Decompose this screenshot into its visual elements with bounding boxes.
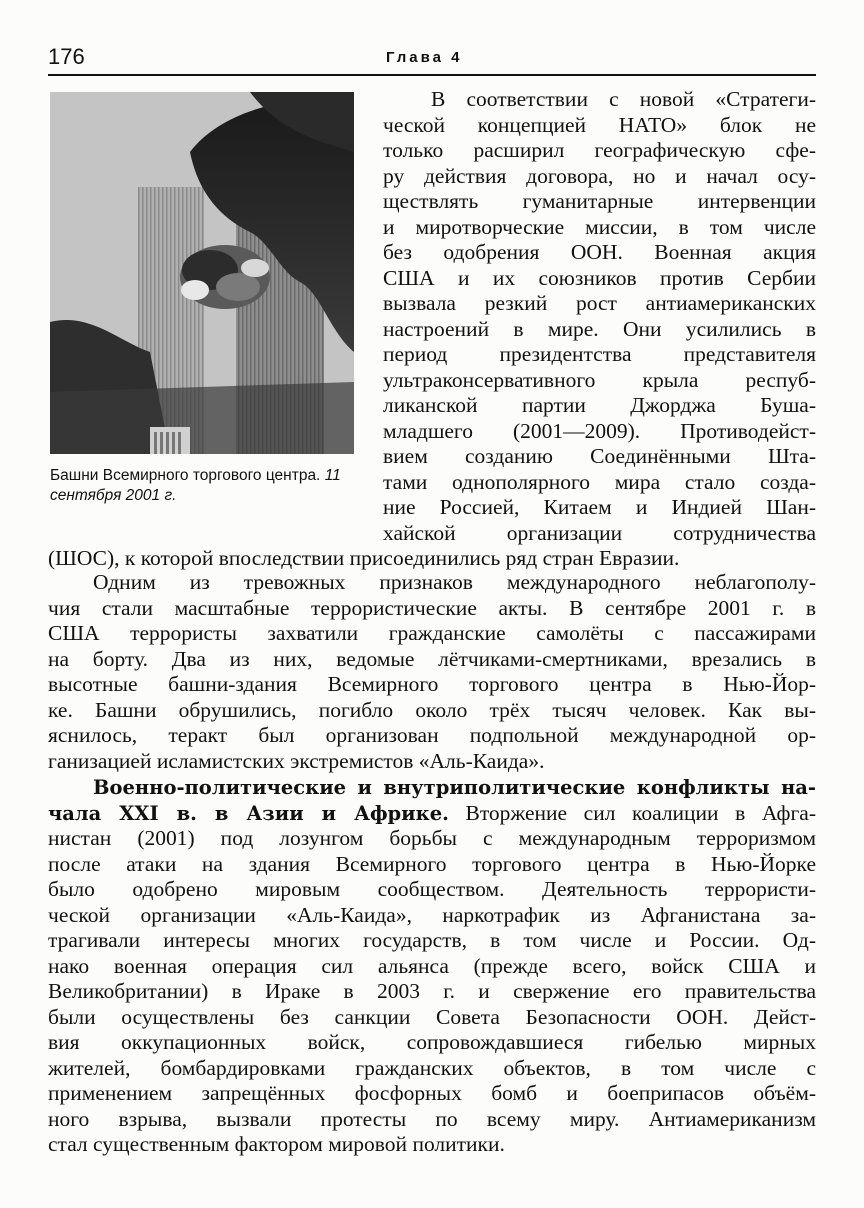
text-line: период президентства представителя: [383, 342, 816, 366]
text-line: вием созданию Соединёнными Шта-: [383, 444, 816, 468]
text-line: ганизацией исламистских экстремистов «Аль-Каида».: [48, 748, 545, 773]
text-line: применением запрещённых фосфорных бомб и боеприпасов объём-: [48, 1081, 816, 1105]
chapter-title: Глава 4: [386, 49, 463, 66]
text-line: [48, 801, 816, 827]
text-line: ческой организации «Аль-Каида», наркотрафик из Афганистана за-: [48, 902, 816, 927]
paragraph-conflicts-asia-africa: [48, 775, 816, 1158]
text-line: Одним из тревожных признаков международного неблагополу-: [93, 570, 816, 594]
text-line: хайской организации сотрудничества: [383, 520, 816, 545]
text-line: чия стали масштабные террористические акты. В сентябре 2001 г. в: [48, 595, 816, 620]
text-line: (ШОС), к которой впоследствии присоединились ряд стран Евразии.: [48, 546, 680, 570]
text-line: на борту. Два из них, ведомые лётчиками-смертниками, врезались в: [48, 646, 816, 671]
text-line: только расширил географическую сфе-: [383, 138, 816, 162]
text-line: [48, 775, 816, 801]
text-line: тами однополярного мира стало созда-: [383, 469, 816, 494]
caption-date: 11 сентября 2001 г.: [50, 467, 341, 504]
paragraph-terror-attacks: [48, 570, 816, 774]
page-header: [48, 44, 816, 76]
text-line: США террористы захватили гражданские самолёты с пассажирами: [48, 621, 816, 645]
text-line: высотные башни-здания Всемирного торгового центра в Нью-Йор-: [48, 672, 816, 696]
section-heading-part2: чала XXI в. в Азии и Африке.: [48, 801, 449, 825]
text-line: Великобритании) в Ираке в 2003 г. и свержение его правительства: [48, 979, 816, 1003]
text-line: младшего (2001—2009). Противодейст-: [383, 418, 816, 443]
text-line: ру действия договора, но и начал осу-: [383, 163, 816, 188]
text-line: нистан (2001) под лозунгом борьбы с международным терроризмом: [48, 826, 816, 850]
text-line: вызвала резкий рост антиамериканских: [383, 291, 816, 315]
text-line: ультраконсервативного крыла респуб-: [383, 367, 816, 392]
text-line: ного взрыва, вызвали протесты по всему миру. Антиамериканизм: [48, 1106, 816, 1131]
text-line: и миротворческие миссии, в том числе: [383, 214, 816, 239]
page-number: 176: [48, 44, 85, 69]
text-line: ние Россией, Китаем и Индией Шан-: [383, 495, 816, 519]
caption-title: Башни Всемирного торгового центра.: [50, 467, 321, 484]
text-line: жителей, бомбардировками гражданских объектов, в том числе с: [48, 1055, 816, 1080]
text-line: вия оккупационных войск, сопровождавшиеся гибелью мирных: [48, 1030, 816, 1054]
text-line: было одобрено мировым сообществом. Деятельность террористи-: [48, 877, 816, 901]
text-line: стал существенным фактором мировой политики.: [48, 1132, 505, 1156]
text-line: США и их союзников против Сербии: [383, 265, 816, 290]
text-line: В соответствии с новой «Стратеги-: [431, 87, 816, 111]
section-heading-part1: Военно-политические и внутриполитические конфликты на-: [93, 776, 816, 799]
text-line: после атаки на здания Всемирного торгового центра в Нью-Йорке: [48, 851, 816, 876]
text-line: трагивали интересы многих государств, в том числе и России. Од-: [48, 928, 816, 952]
text-line: ке. Башни обрушились, погибло около трёх тысяч человек. Как вы-: [48, 697, 816, 722]
text-line: настроений в мире. Они усилились в: [383, 316, 816, 341]
text-line: были осуществлены без санкции Совета Безопасности ООН. Дейст-: [48, 1004, 816, 1029]
paragraph-nato-strategy: [48, 87, 816, 572]
text-line: нако военная операция сил альянса (прежде всего, войск США и: [48, 953, 816, 978]
text-fragment: Вторжение сил коалиции в Афга-: [448, 800, 816, 825]
text-line: без одобрения ООН. Военная акция: [383, 240, 816, 264]
text-line: яснилось, теракт был организован подпольной международной ор-: [48, 723, 816, 747]
text-line: ществлять гуманитарные интервенции: [383, 189, 816, 213]
text-line: ликанской партии Джорджа Буша-: [383, 393, 816, 417]
text-line: ческой концепцией НАТО» блок не: [383, 112, 816, 137]
